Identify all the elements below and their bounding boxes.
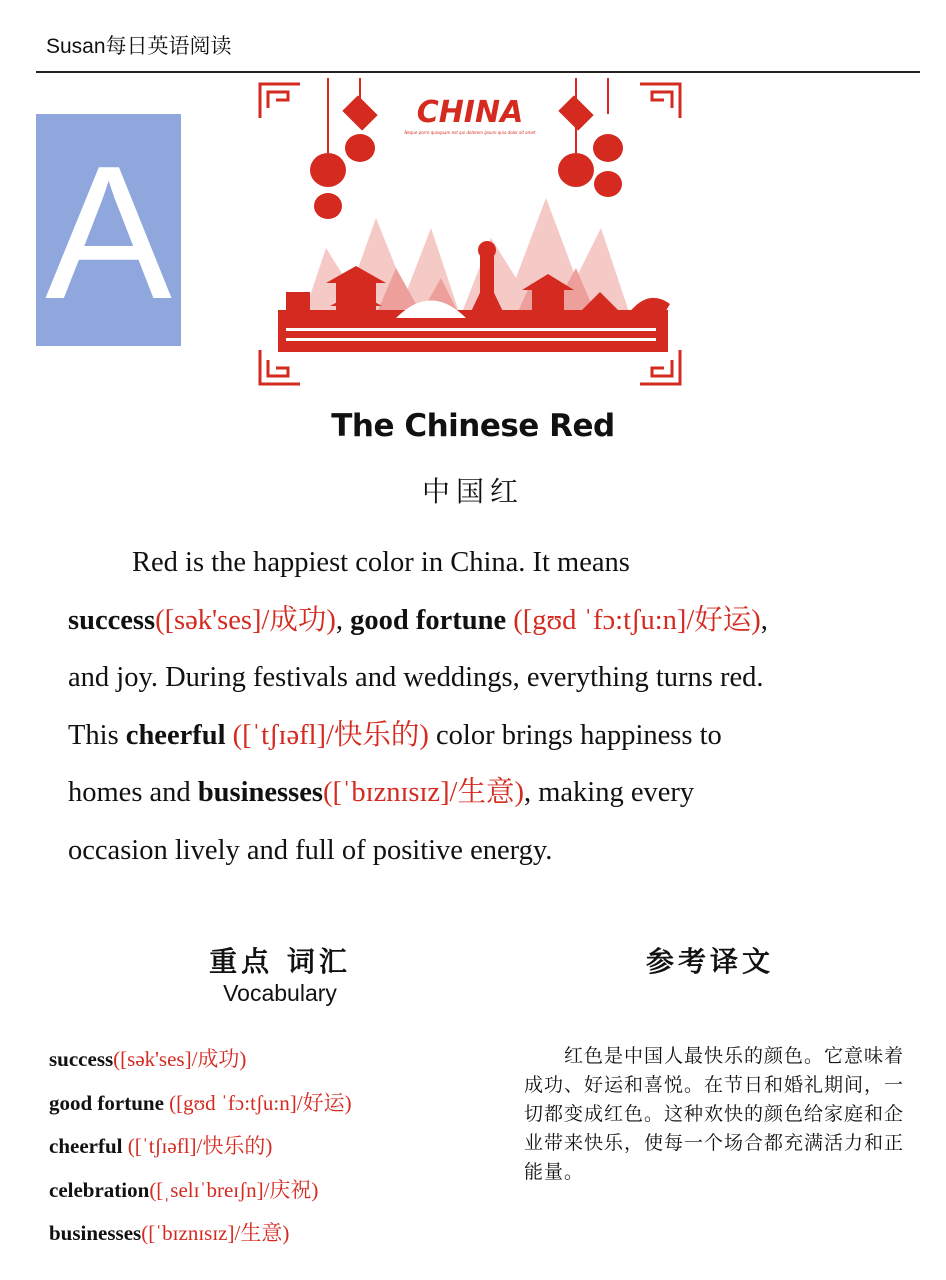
phonetic-businesses: ([ˈbɪznɪsɪz]/生意)	[322, 777, 524, 808]
vocab-word: businesses	[49, 1221, 142, 1245]
vocab-note: ([sək'ses]/成功)	[113, 1047, 247, 1071]
phonetic-success: ([sək'ses]/成功)	[155, 604, 336, 636]
vocabulary-heading-en: Vocabulary	[223, 980, 337, 1006]
keyword-success: success	[68, 604, 156, 636]
phonetic-cheerful: ([ˈtʃɪəfl]/快乐的)	[232, 719, 429, 751]
passage-text: and joy. During festivals and weddings, everything turns red.	[68, 662, 764, 693]
vocabulary-item	[49, 1082, 352, 1126]
passage-text: ,	[760, 604, 768, 636]
passage-line	[68, 764, 908, 822]
keyword-businesses: businesses	[197, 777, 323, 808]
passage-text: ,	[335, 604, 351, 636]
section-letter: A	[45, 127, 172, 339]
passage-line	[68, 822, 908, 880]
translation-heading: 参考译文	[645, 945, 774, 978]
passage-text	[226, 720, 233, 751]
vocabulary-list	[49, 1038, 352, 1256]
vocabulary-item	[49, 1212, 352, 1256]
vocab-note: ([ˈbɪznɪsɪz]/生意)	[141, 1221, 290, 1245]
translation-block	[524, 1042, 914, 1187]
illustration-banner-subtext: Neque porro quisquam est qui dolorem ipsum quia dolor sit amet	[404, 130, 536, 135]
passage-text: , making every	[523, 777, 695, 808]
header-divider	[36, 71, 920, 73]
passage-line	[68, 592, 908, 650]
passage-line	[68, 649, 908, 707]
vocabulary-item	[49, 1125, 352, 1169]
keyword-good-fortune: good fortune	[350, 604, 507, 636]
vocab-note: ([ˌselɪˈbreɪʃn]/庆祝)	[149, 1177, 319, 1202]
passage-text: color brings happiness to	[428, 719, 722, 751]
article-subtitle-cn: 中国红	[421, 475, 524, 508]
article-title: The Chinese Red	[331, 408, 615, 444]
passage-text: This	[68, 719, 126, 751]
phonetic-good-fortune: ([gʊd ˈfɔ:tʃu:n]/好运)	[513, 604, 761, 636]
passage-text: occasion lively and full of positive energy.	[68, 834, 553, 866]
vocabulary-item	[49, 1038, 352, 1082]
vocabulary-item	[49, 1169, 352, 1213]
vocab-word: cheerful	[49, 1134, 123, 1158]
vocab-note: ([ˈtʃɪəfl]/快乐的)	[122, 1134, 273, 1158]
vocab-word: celebration	[49, 1177, 150, 1202]
passage-text: homes and	[68, 777, 198, 808]
vocabulary-heading-cn: 重点 词汇	[209, 945, 351, 978]
keyword-cheerful: cheerful	[125, 719, 226, 751]
article-passage	[68, 534, 908, 879]
section-letter-badge	[36, 114, 181, 346]
passage-line	[68, 534, 908, 592]
vocab-word: success	[49, 1047, 114, 1071]
vocab-note: ([gʊd ˈfɔ:tʃu:n]/好运)	[163, 1090, 352, 1115]
translation-text: 红色是中国人最快乐的颜色。它意味着成功、好运和喜悦。在节日和婚礼期间，一切都变成红色。这种欢快的颜色给家庭和企业带来快乐，使每一个场合都充满活力和正能量。	[524, 1045, 905, 1183]
passage-text: Red is the happiest color in China. It means	[132, 547, 630, 578]
vocab-word: good fortune	[49, 1090, 164, 1115]
header-title: Susan每日英语阅读	[46, 35, 232, 58]
china-landmarks-illustration	[256, 78, 684, 390]
illustration-banner-text: CHINA	[416, 95, 524, 130]
passage-line	[68, 707, 908, 765]
